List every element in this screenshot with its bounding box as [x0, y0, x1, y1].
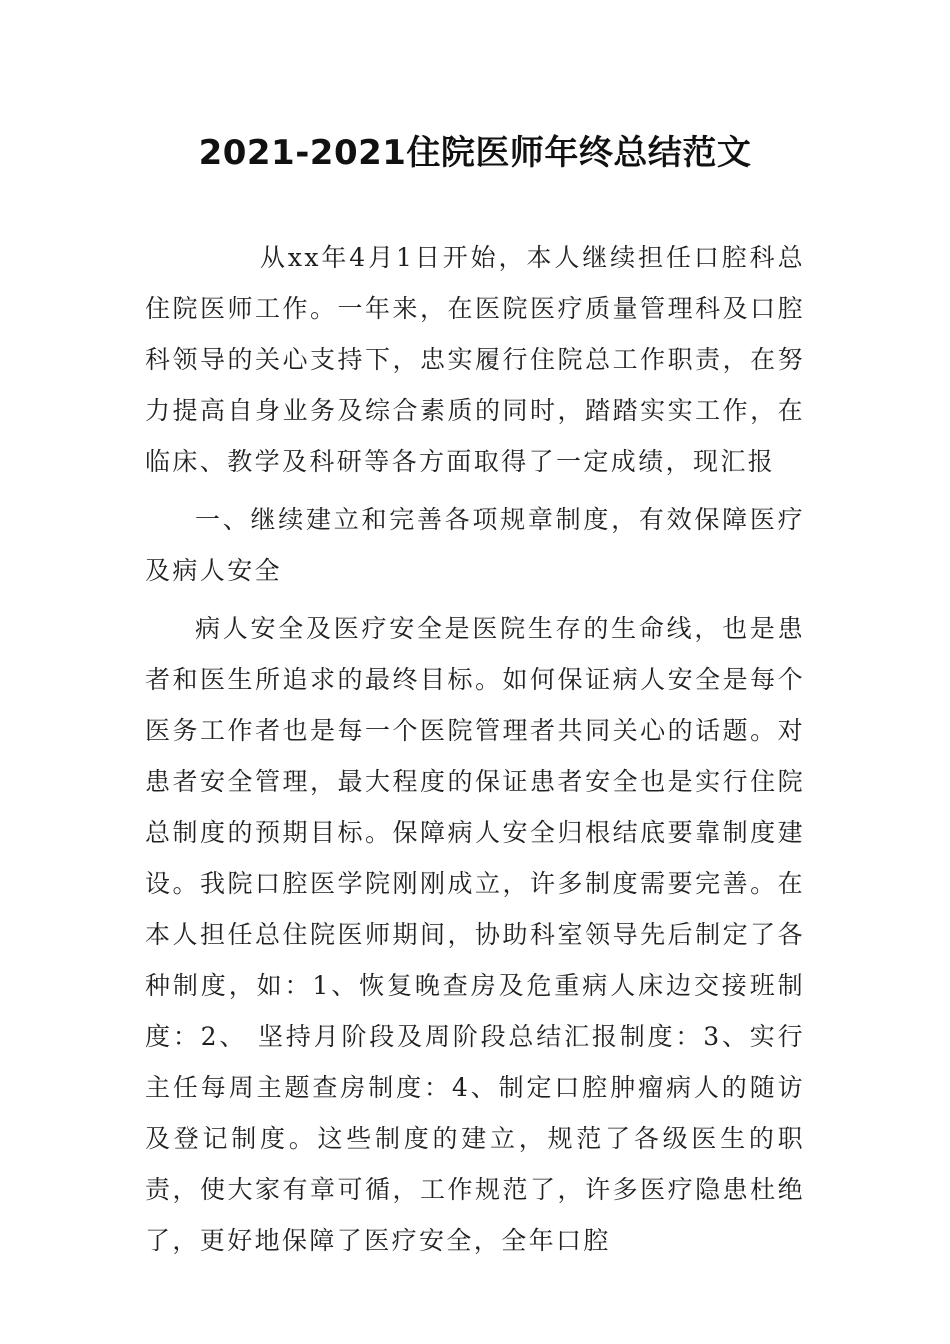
paragraph-gap — [145, 596, 805, 603]
document-body — [145, 232, 805, 1266]
paragraph-patient-safety: 病人安全及医疗安全是医院生存的生命线，也是患者和医生所追求的最终目标。如何保证病人安全是每个医务工作者也是每一个医院管理者共同关心的话题。对患者安全管理，最大程度的保证患者安全也是实行住院总制度的预期目标。保障病人安全归根结底要靠制度建设。我院口腔医学院刚刚成立，许多制度需要完善。在本人担任总住院医师期间，协助科室领导先后制定了各种制度，如：1、恢复晚查房及危重病人床边交接班制度：2、 坚持月阶段及周阶段总结汇报制度：3、实行主任每周主题查房制度：4、制定口腔肿瘤病人的随访及登记制度。这些制度的建立，规范了各级医生的职责，使大家有章可循，工作规范了，许多医疗隐患杜绝了，更好地保障了医疗安全，全年口腔 — [145, 614, 805, 1255]
paragraph-intro: 从xx年4月1日开始，本人继续担任口腔科总住院医师工作。一年来，在医院医疗质量管理科及口腔科领导的关心支持下，忠实履行住院总工作职责，在努力提高自身业务及综合素质的同时，踏踏实实工作，在临床、教学及科研等各方面取得了一定成绩，现汇报 — [145, 243, 805, 476]
document-title: 2021-2021住院医师年终总结范文 — [198, 133, 752, 173]
paragraph-section-heading: 一、继续建立和完善各项规章制度，有效保障医疗及病人安全 — [145, 505, 805, 585]
paragraph-gap — [145, 487, 805, 494]
